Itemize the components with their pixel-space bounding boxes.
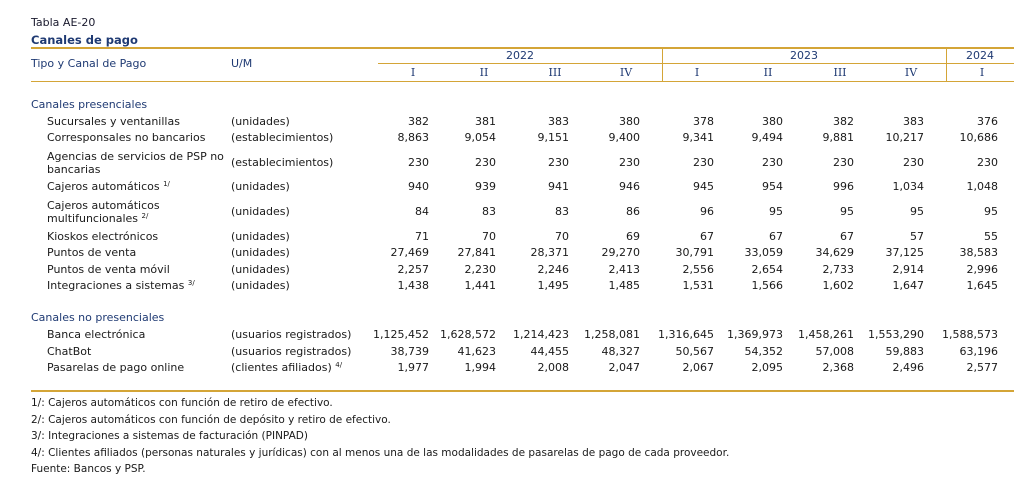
value-cell: 2,496 — [892, 361, 924, 374]
value-cell: 1,441 — [464, 279, 496, 292]
value-cell: 1,566 — [751, 279, 783, 292]
value-cell: 83 — [555, 205, 569, 218]
footnote-4: 4/: Clientes afiliados (personas naturales y jurídicas) con al menos una de las modalidades de pasarelas de pago de cada proveedor. — [31, 446, 730, 459]
quarter-header: IV — [619, 66, 633, 79]
value-cell: 95 — [840, 205, 854, 218]
footnote-marker: 2/ — [141, 212, 149, 220]
row-label-text: Puntos de venta móvil — [47, 263, 170, 276]
footnote-marker: 1/ — [163, 180, 170, 188]
value-cell: 2,914 — [892, 263, 924, 276]
row-label-text: Corresponsales no bancarios — [47, 131, 206, 144]
row-label-text: ChatBot — [47, 345, 92, 358]
row-label — [47, 230, 232, 243]
bottom-rule — [31, 390, 1014, 392]
row-unit — [231, 345, 351, 358]
value-cell: 945 — [693, 180, 714, 193]
value-cell: 33,059 — [744, 246, 783, 259]
header-bottom-rule — [31, 81, 1014, 82]
value-cell: 941 — [548, 180, 569, 193]
footnote-2: 2/: Cajeros automáticos con función de depósito y retiro de efectivo. — [31, 413, 391, 426]
row-unit — [231, 131, 333, 144]
value-cell: 37,125 — [885, 246, 924, 259]
value-cell: 378 — [693, 115, 714, 128]
value-cell: 9,400 — [608, 131, 640, 144]
value-cell: 2,413 — [608, 263, 640, 276]
row-unit-text: (unidades) — [231, 263, 290, 276]
row-unit-text: (usuarios registrados) — [231, 345, 352, 358]
value-cell: 1,034 — [892, 180, 924, 193]
value-cell: 230 — [977, 156, 998, 169]
row-unit-text: (usuarios registrados) — [231, 328, 352, 341]
value-cell: 2,368 — [822, 361, 854, 374]
row-unit — [231, 156, 333, 169]
value-cell: 38,583 — [959, 246, 998, 259]
header-um: U/M — [231, 57, 253, 70]
value-cell: 34,629 — [815, 246, 854, 259]
row-unit — [231, 180, 290, 193]
footnote-marker: 3/ — [187, 279, 195, 287]
quarter-header: II — [479, 66, 489, 79]
value-cell: 9,151 — [537, 131, 569, 144]
row-label — [47, 279, 232, 292]
value-cell: 1,645 — [966, 279, 998, 292]
row-label — [47, 361, 232, 374]
value-cell: 57,008 — [815, 345, 854, 358]
year-rule — [378, 63, 1014, 64]
value-cell: 29,270 — [601, 246, 640, 259]
value-cell: 1,495 — [537, 279, 569, 292]
value-cell: 70 — [482, 230, 496, 243]
quarter-header: II — [763, 66, 773, 79]
value-cell: 96 — [700, 205, 714, 218]
year-2024: 2024 — [966, 49, 994, 62]
value-cell: 95 — [769, 205, 783, 218]
value-cell: 59,883 — [885, 345, 924, 358]
value-cell: 230 — [548, 156, 569, 169]
row-unit — [231, 246, 290, 259]
value-cell: 230 — [693, 156, 714, 169]
row-unit-text: (unidades) — [231, 246, 290, 259]
value-cell: 380 — [762, 115, 783, 128]
row-unit — [231, 205, 290, 218]
table-code: Tabla AE-20 — [31, 16, 96, 29]
value-cell: 1,994 — [464, 361, 496, 374]
footnote-3: 3/: Integraciones a sistemas de facturación (PINPAD) — [31, 430, 308, 443]
row-label — [47, 328, 232, 341]
value-cell: 1,531 — [682, 279, 714, 292]
value-cell: 86 — [626, 205, 640, 218]
row-label-text: Pasarelas de pago online — [47, 361, 185, 374]
value-cell: 380 — [619, 115, 640, 128]
row-unit — [231, 263, 290, 276]
quarter-header: I — [694, 66, 700, 79]
value-cell: 27,469 — [390, 246, 429, 259]
value-cell: 2,230 — [464, 263, 496, 276]
year-divider-2024 — [946, 48, 947, 81]
row-unit-text: (unidades) — [231, 279, 290, 292]
footnote-1: 1/: Cajeros automáticos con función de retiro de efectivo. — [31, 397, 333, 409]
value-cell: 1,369,973 — [727, 328, 783, 341]
value-cell: 70 — [555, 230, 569, 243]
row-label-text: Puntos de venta — [47, 246, 137, 259]
value-cell: 382 — [408, 115, 429, 128]
section-title: Canales presenciales — [31, 98, 148, 111]
row-label-text: Cajeros automáticos multifuncionales — [47, 199, 160, 225]
row-label — [47, 246, 232, 259]
value-cell: 55 — [984, 230, 998, 243]
value-cell: 376 — [977, 115, 998, 128]
year-divider-2023 — [662, 48, 663, 81]
value-cell: 2,047 — [608, 361, 640, 374]
value-cell: 383 — [903, 115, 924, 128]
section-title: Canales no presenciales — [31, 311, 165, 324]
quarter-header: IV — [904, 66, 918, 79]
value-cell: 1,628,572 — [440, 328, 496, 341]
row-label — [47, 131, 232, 144]
value-cell: 9,054 — [464, 131, 496, 144]
row-unit — [231, 361, 342, 374]
row-unit-text: (establecimientos) — [231, 156, 334, 169]
year-2022: 2022 — [506, 49, 534, 62]
row-unit-text: (establecimientos) — [231, 131, 334, 144]
value-cell: 44,455 — [530, 345, 569, 358]
value-cell: 48,327 — [601, 345, 640, 358]
value-cell: 95 — [984, 205, 998, 218]
row-label-text: Integraciones a sistemas — [47, 279, 185, 292]
value-cell: 381 — [475, 115, 496, 128]
value-cell: 230 — [619, 156, 640, 169]
value-cell: 2,577 — [966, 361, 998, 374]
value-cell: 8,863 — [397, 131, 429, 144]
value-cell: 30,791 — [675, 246, 714, 259]
value-cell: 57 — [910, 230, 924, 243]
row-label-text: Kioskos electrónicos — [47, 230, 159, 243]
footnote-marker: 4/ — [335, 361, 343, 369]
value-cell: 54,352 — [744, 345, 783, 358]
row-label-text: Sucursales y ventanillas — [47, 115, 180, 128]
row-unit-text: (unidades) — [231, 205, 290, 218]
row-unit — [231, 230, 290, 243]
value-cell: 2,008 — [537, 361, 569, 374]
value-cell: 67 — [840, 230, 854, 243]
row-label — [47, 263, 232, 276]
source-note: Fuente: Bancos y PSP. — [31, 463, 146, 476]
value-cell: 2,654 — [751, 263, 783, 276]
row-unit — [231, 328, 351, 341]
value-cell: 10,217 — [885, 131, 924, 144]
value-cell: 67 — [769, 230, 783, 243]
value-cell: 1,602 — [822, 279, 854, 292]
row-unit — [231, 115, 290, 128]
row-label-text: Cajeros automáticos — [47, 180, 160, 193]
value-cell: 9,494 — [751, 131, 783, 144]
row-label — [47, 180, 232, 193]
value-cell: 230 — [833, 156, 854, 169]
value-cell: 2,246 — [537, 263, 569, 276]
value-cell: 95 — [910, 205, 924, 218]
value-cell: 230 — [903, 156, 924, 169]
quarter-header: I — [410, 66, 416, 79]
value-cell: 2,257 — [397, 263, 429, 276]
row-unit-text: (clientes afiliados) — [231, 361, 332, 374]
value-cell: 71 — [415, 230, 429, 243]
row-unit — [231, 279, 290, 292]
value-cell: 1,125,452 — [373, 328, 429, 341]
row-label — [47, 199, 232, 225]
value-cell: 41,623 — [457, 345, 496, 358]
value-cell: 10,686 — [959, 131, 998, 144]
quarter-header: III — [833, 66, 847, 79]
value-cell: 2,733 — [822, 263, 854, 276]
value-cell: 28,371 — [530, 246, 569, 259]
value-cell: 1,588,573 — [942, 328, 998, 341]
row-label — [47, 115, 232, 128]
value-cell: 9,341 — [682, 131, 714, 144]
value-cell: 84 — [415, 205, 429, 218]
value-cell: 83 — [482, 205, 496, 218]
value-cell: 1,647 — [892, 279, 924, 292]
value-cell: 63,196 — [959, 345, 998, 358]
value-cell: 954 — [762, 180, 783, 193]
value-cell: 1,977 — [397, 361, 429, 374]
value-cell: 996 — [833, 180, 854, 193]
value-cell: 50,567 — [675, 345, 714, 358]
value-cell: 1,316,645 — [658, 328, 714, 341]
quarter-header: I — [979, 66, 985, 79]
year-2023: 2023 — [790, 49, 818, 62]
table-title: Canales de pago — [31, 33, 138, 47]
value-cell: 38,739 — [390, 345, 429, 358]
row-label-text: Agencias de servicios de PSP no bancarias — [47, 150, 224, 176]
value-cell: 9,881 — [822, 131, 854, 144]
row-unit-text: (unidades) — [231, 180, 290, 193]
value-cell: 1,458,261 — [798, 328, 854, 341]
value-cell: 69 — [626, 230, 640, 243]
value-cell: 1,048 — [966, 180, 998, 193]
value-cell: 1,258,081 — [584, 328, 640, 341]
row-unit-text: (unidades) — [231, 230, 290, 243]
header-channel: Tipo y Canal de Pago — [31, 57, 147, 70]
value-cell: 940 — [408, 180, 429, 193]
value-cell: 230 — [475, 156, 496, 169]
value-cell: 382 — [833, 115, 854, 128]
quarter-header: III — [548, 66, 562, 79]
value-cell: 230 — [762, 156, 783, 169]
value-cell: 2,095 — [751, 361, 783, 374]
row-label-text: Banca electrónica — [47, 328, 146, 341]
value-cell: 383 — [548, 115, 569, 128]
row-unit-text: (unidades) — [231, 115, 290, 128]
value-cell: 230 — [408, 156, 429, 169]
value-cell: 1,485 — [608, 279, 640, 292]
row-label — [47, 150, 232, 176]
value-cell: 2,067 — [682, 361, 714, 374]
value-cell: 1,553,290 — [868, 328, 924, 341]
value-cell: 67 — [700, 230, 714, 243]
row-label — [47, 345, 232, 358]
value-cell: 2,996 — [966, 263, 998, 276]
value-cell: 27,841 — [457, 246, 496, 259]
value-cell: 939 — [475, 180, 496, 193]
value-cell: 946 — [619, 180, 640, 193]
value-cell: 1,214,423 — [513, 328, 569, 341]
value-cell: 1,438 — [397, 279, 429, 292]
value-cell: 2,556 — [682, 263, 714, 276]
footnotes — [31, 395, 729, 478]
